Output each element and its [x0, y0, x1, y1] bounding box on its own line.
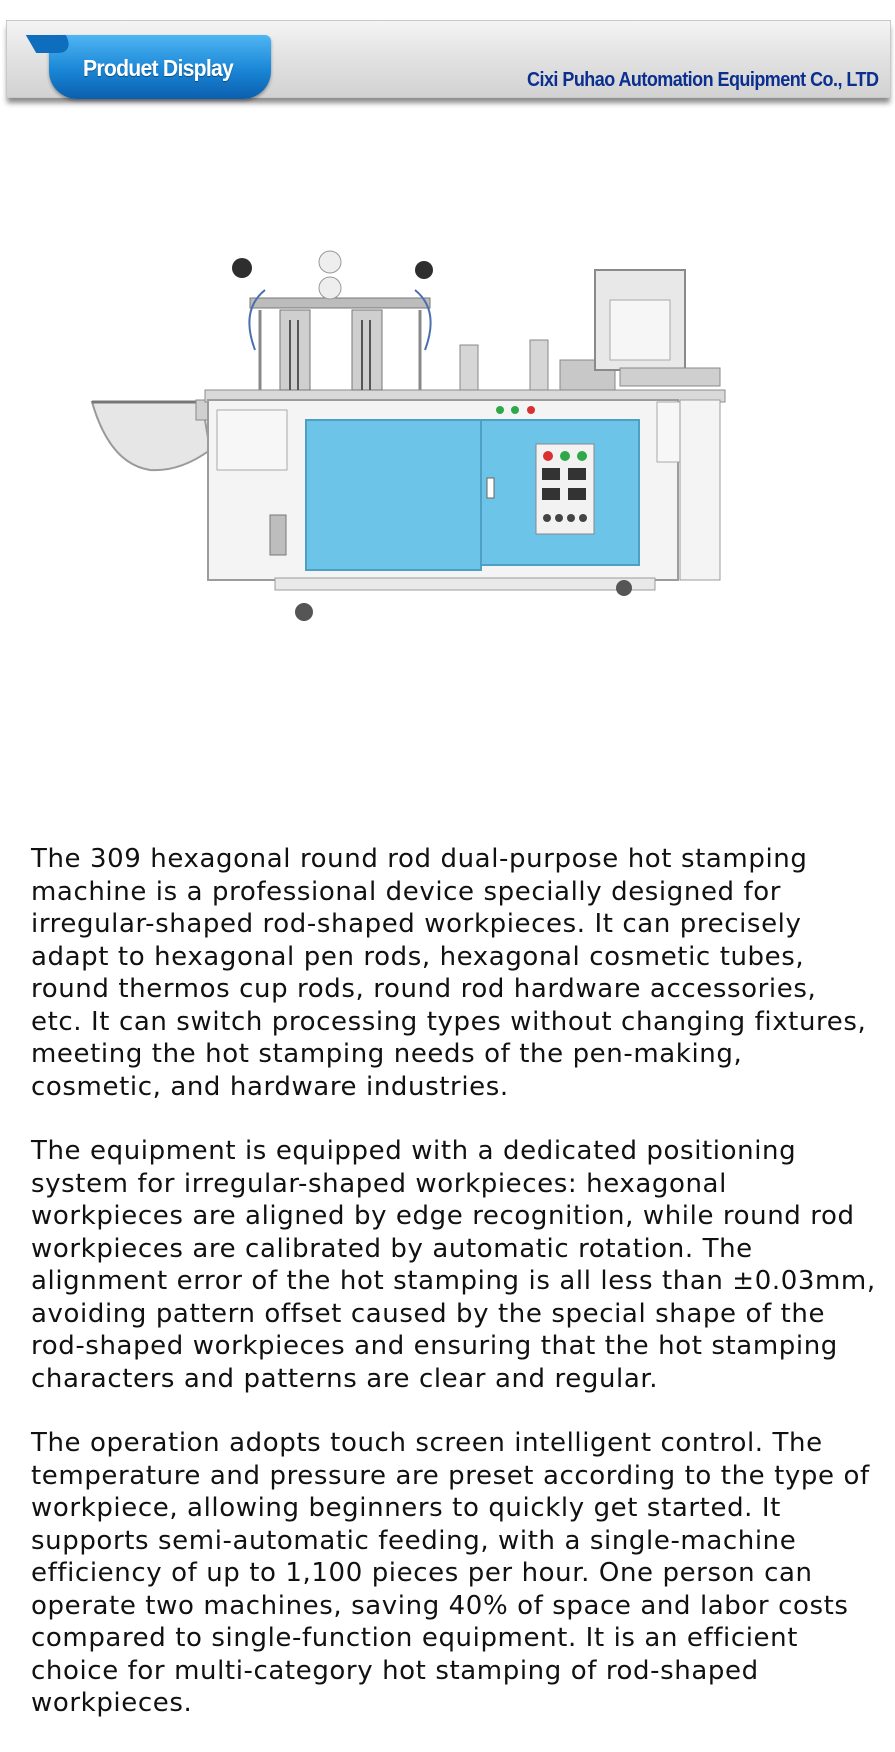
product-description [31, 843, 876, 1752]
company-name: Cixi Puhao Automation Equipment Co., LTD [526, 69, 878, 91]
caster-wheel [295, 603, 313, 621]
left-side-panel [217, 410, 287, 470]
description-paragraph: The equipment is equipped with a dedicated positioning system for irregular-shaped workpieces: hexagonal workpieces are aligned by edge recognition, while round rod workpieces are calibrated by automatic rotation. The alignment error of the hot stamping is all less than ±0.03mm, avoiding pattern offset caused by the special shape of the rod-shaped workpieces and ensuring that the hot stamping characters and patterns are clear and regular. [31, 1136, 876, 1394]
air-regulator [270, 515, 286, 555]
stamping-heads [249, 290, 430, 390]
foil-reel [319, 251, 341, 273]
section-tab-title: Produet Display [83, 55, 234, 81]
foil-reel [232, 258, 252, 278]
cabinet-door-left [306, 420, 481, 570]
feeding-station [460, 270, 720, 390]
product-image [90, 250, 810, 700]
description-paragraph: The operation adopts touch screen intelligent control. The temperature and pressure are preset according to the type of workpiece, allowing beginners to quickly get started. It supports semi-automatic feeding, with a single-machine efficiency of up to 1,100 pieces per hour. One person can operate two machines, saving 40% of space and labor costs compared to single-function equipment. It is an efficient choice for multi-category hot stamping of rod-shaped workpieces. [31, 1428, 870, 1718]
header-banner [6, 20, 891, 98]
section-tab [49, 35, 271, 99]
foil-reel [415, 261, 433, 279]
indicator-light-green [511, 406, 519, 414]
indicator-light-green [496, 406, 504, 414]
base-rail [275, 578, 655, 590]
description-paragraph: The 309 hexagonal round rod dual-purpose hot stamping machine is a professional device specially designed for irregular-shaped rod-shaped workpieces. It can precisely adapt to hexagonal pen rods, hexagonal cosmetic tubes, round thermos cup rods, round rod hardware accessories, etc. It can switch processing types without changing fixtures, meeting the hot stamping needs of the pen-making, cosmetic, and hardware industries. [31, 844, 867, 1102]
control-panel [536, 444, 594, 534]
hopper-bowl [92, 400, 216, 470]
right-leg-frame [680, 400, 720, 580]
foil-reel [319, 277, 341, 299]
indicator-light-red [527, 406, 535, 414]
door-handle [487, 478, 494, 498]
caster-wheel [616, 580, 632, 596]
